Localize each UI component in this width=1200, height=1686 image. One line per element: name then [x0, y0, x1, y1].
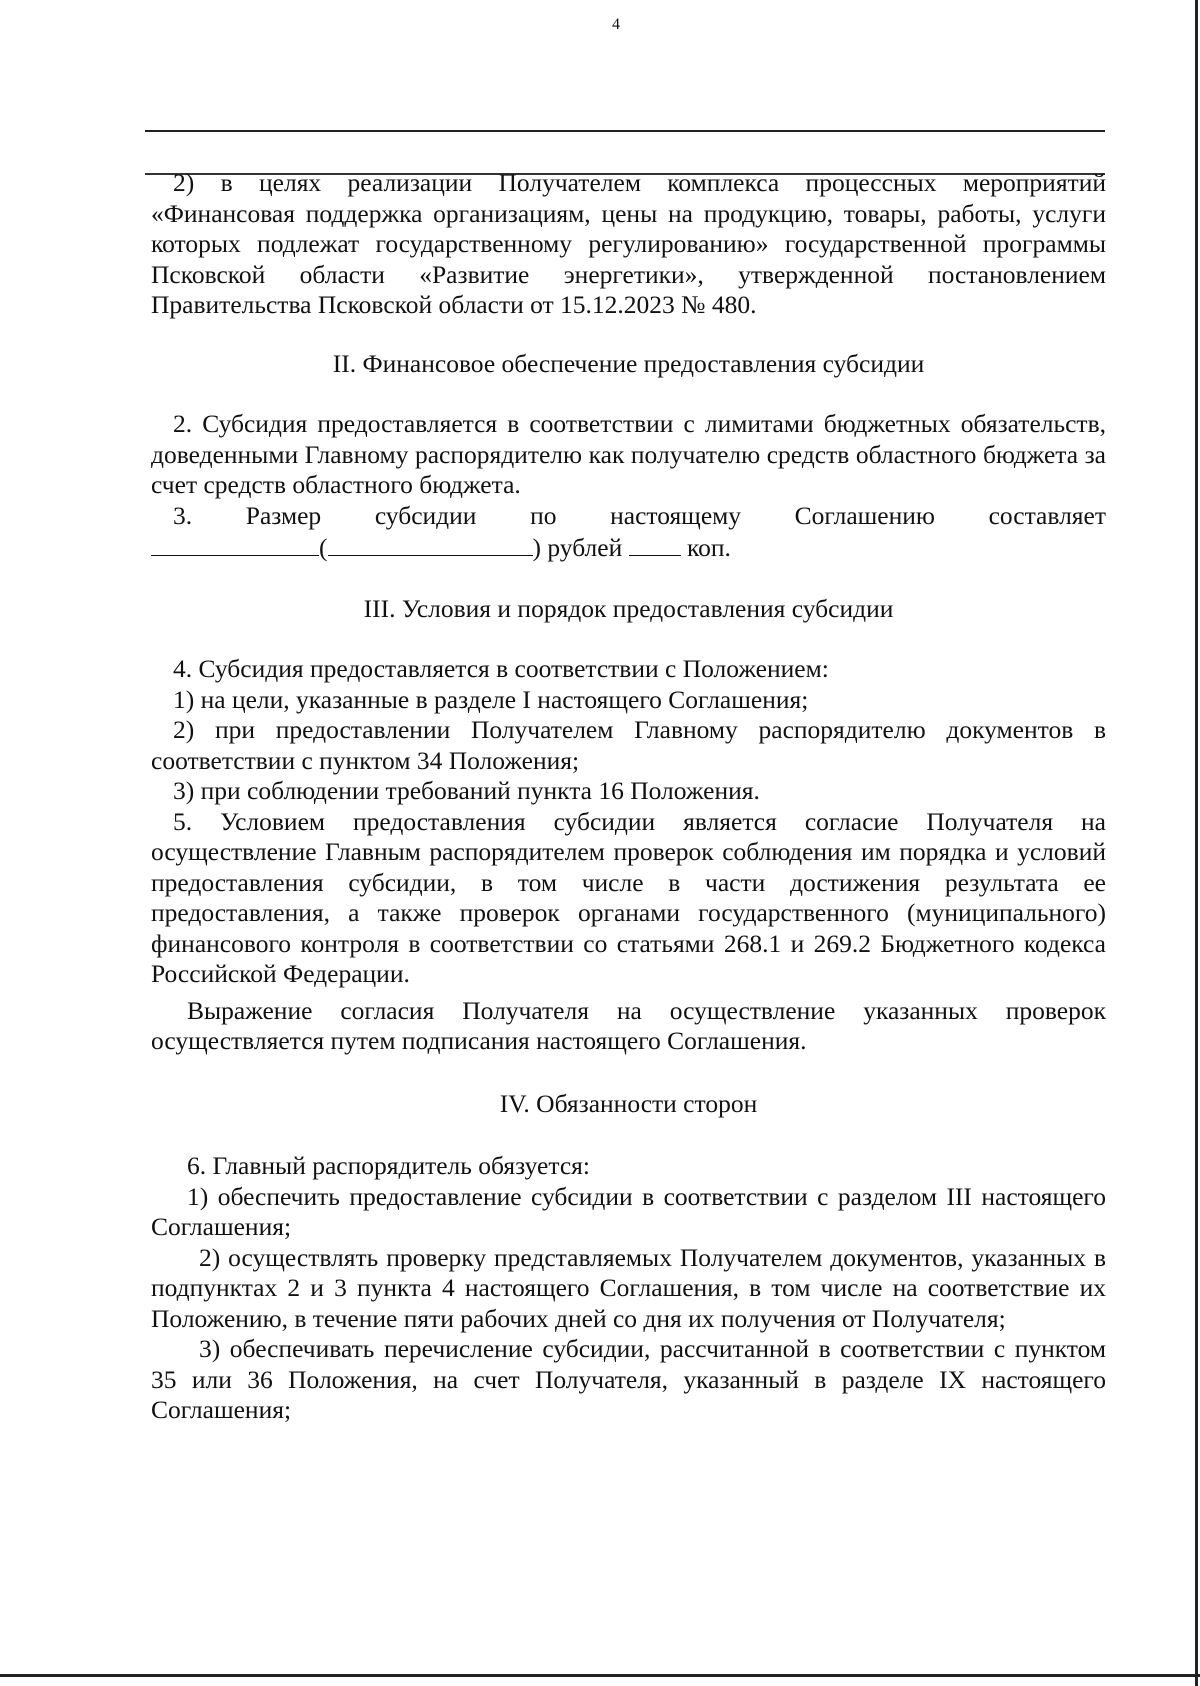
kopecks-blank [629, 531, 681, 556]
section-heading-3: III. Условия и порядок предоставления субсидии [363, 593, 894, 623]
paren-open: ( [319, 533, 328, 562]
rubles-label: ) рублей [532, 533, 623, 562]
paragraph-6-1: 1) обеспечить предоставление субсидии в соответствии с разделом III настоящего Соглашения; [151, 1181, 1106, 1241]
paragraph-5: 5. Условием предоставления субсидии является согласие Получателя на осуществление Главным распорядителем проверок соблюдения им порядка и условий предоставления субсидии, в том числе в части достижения результата ее предоставления, а также проверок органами государственного (муниципального) финансового контроля в соответствии со статьями 268.1 и 269.2 Бюджетного кодекса Российской Федерации. [151, 806, 1106, 988]
paragraph-6: 6. Главный распорядитель обязуется: [187, 1151, 590, 1180]
paragraph-4-2: 2) при предоставлении Получателем Главному распорядителю документов в соответствии с пунктом 34 Положения; [151, 715, 1106, 775]
paragraph-6-3: 3) обеспечивать перечисление субсидии, рассчитанной в соответствии с пунктом 35 или 36 Положения, на счет Получателя, указанный в разделе IX настоящего Соглашения; [151, 1334, 1106, 1424]
paragraph-4-1: 1) на цели, указанные в разделе I настоящего Соглашения; [173, 684, 809, 714]
page-border-right [1195, 0, 1198, 1686]
paragraph-3-amount [151, 531, 1106, 564]
page-border-bottom [0, 1674, 1200, 1677]
page-number: 4 [612, 16, 620, 33]
paragraph-3: 3. Размер субсидии по настоящему Соглашению составляет [173, 500, 1106, 530]
paragraph-1-2: 2) в целях реализации Получателем комплекса процессных мероприятий «Финансовая поддержка организациям, цены на продукцию, товары, работы, услуги которых подлежат государственному регулированию» государственной программы Псковской области «Развитие энергетики», утвержденной постановлением Правительства Псковской области от 15.12.2023 № 480. [151, 168, 1106, 319]
section-heading-4: IV. Обязанности сторон [499, 1088, 758, 1118]
amount-blank [151, 531, 319, 556]
paragraph-2: 2. Субсидия предоставляется в соответствии с лимитами бюджетных обязательств, доведенными Главному распорядителю как получателю средств областного бюджета за счет средств областного бюджета. [151, 409, 1106, 499]
document-body [151, 168, 1106, 1426]
paragraph-4-3: 3) при соблюдении требований пункта 16 Положения. [173, 776, 760, 805]
paragraph-6-2: 2) осуществлять проверку представляемых Получателем документов, указанных в подпунктах 2 и 3 пункта 4 настоящего Соглашения, в том числе на соответствие их Положению, в течение пяти рабочих дней со дня их получения от Получателя; [151, 1242, 1106, 1333]
section-heading-2: II. Финансовое обеспечение предоставления субсидии [332, 348, 925, 378]
paragraph-4: 4. Субсидия предоставляется в соответствии с Положением: [173, 654, 829, 683]
kopecks-label: коп. [686, 533, 731, 562]
header-rule [145, 130, 1105, 132]
amount-words-blank [328, 531, 533, 556]
paragraph-5-consent: Выражение согласия Получателя на осуществление указанных проверок осуществляется путем подписания настоящего Соглашения. [151, 995, 1106, 1055]
